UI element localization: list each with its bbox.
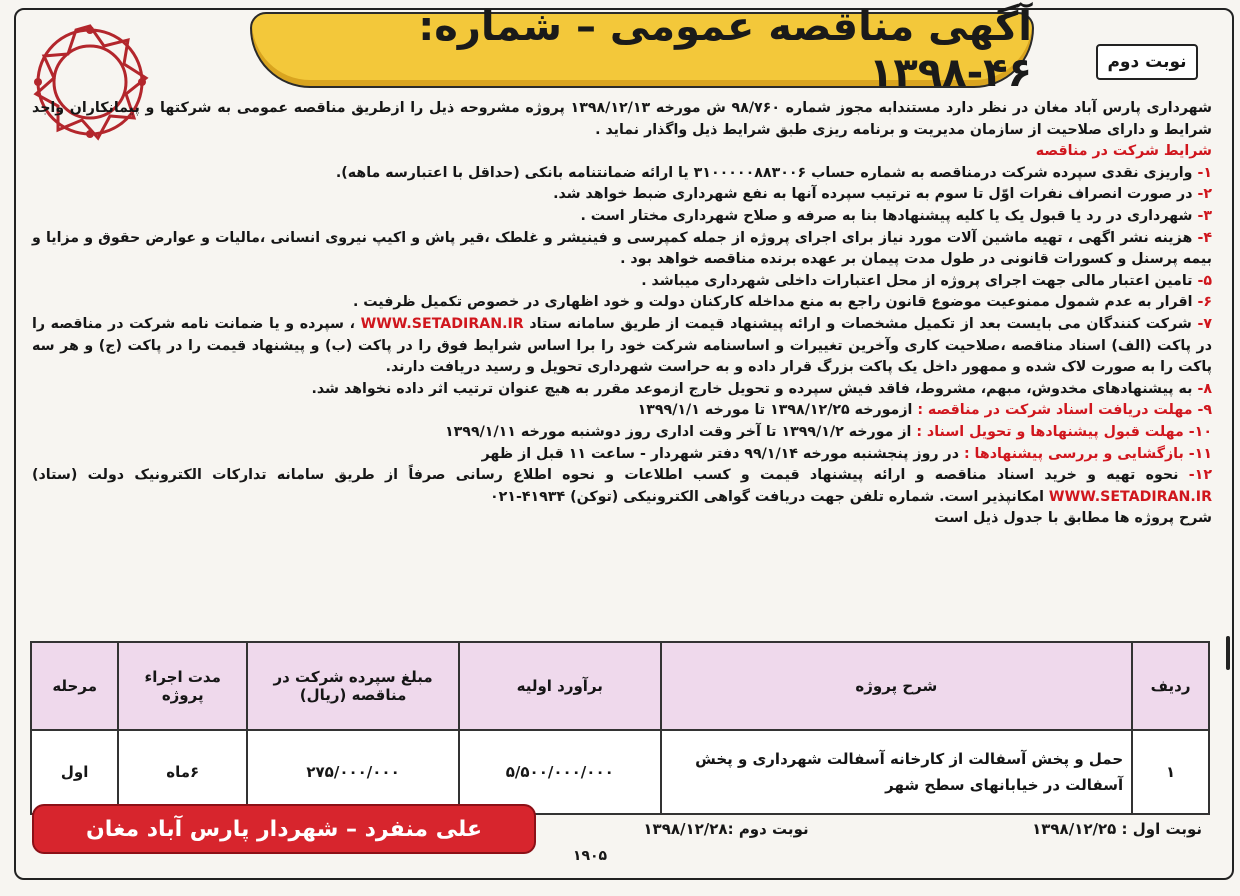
- header-description: شرح پروژه: [661, 642, 1133, 730]
- setadiran-link[interactable]: WWW.SETADIRAN.IR: [1048, 488, 1212, 505]
- condition-item: ۶- اقرار به عدم شمول ممنوعیت موضوع قانون راجع به منع مداخله کارکنان دولت و خود اظهاری در خصوص تکمیل ظرفیت .: [352, 294, 1212, 311]
- title-banner: [250, 4, 1034, 96]
- condition-item: ۱۲- نحوه تهیه و خرید اسناد مناقصه و ارائه پیشنهاد قیمت و کسب اطلاعات و نحوه اطلاع رسانی صرفاً از طریق سامانه تدارکات الکترونیک دولت (ستاد) WWW.SETADIRAN.IR امکانپذیر است. شماره تلفن جهت دریافت گواهی الکترونیکی (توکن) ۴۱۹۳۴-۰۲۱: [32, 467, 1212, 505]
- cell-deposit: ۲۷۵/۰۰۰/۰۰۰: [247, 730, 459, 814]
- notice-body: [32, 98, 1212, 530]
- condition-item: ۷- شرکت کنندگان می بایست بعد از تکمیل مشخصات و ارائه پیشنهاد قیمت از طریق سامانه ستاد WWW.SETADIRAN.IR ، سپرده و یا ضمانت نامه شرکت در مناقصه را در پاکت (الف) اسناد مناقصه ،صلاحیت کاری وآخرین تغییرات و اساسنامه شرکت خود را برا اساس شرایط فوق را در پاکت (ب) و پیشنهاد قیمت را در پاکت (ج) و هر سه پاکت را به صورت لاک شده و ممهور داخل یک پاکت بزرگ قرار داده و به حراست شهرداری تحویل و رسید دریافت دارند.: [32, 315, 1212, 376]
- condition-item: ۱۰- مهلت قبول پیشنهادها و تحویل اسناد : از مورخه ۱۳۹۹/۱/۲ تا آخر وقت اداری روز دوشنبه مورخه ۱۳۹۹/۱/۱۱: [444, 423, 1212, 440]
- header-stage: مرحله: [31, 642, 118, 730]
- first-publication-date: نوبت اول : ۱۳۹۸/۱۲/۲۵: [1032, 820, 1202, 838]
- condition-item: ۳- شهرداری در رد یا قبول یک یا کلیه پیشنهادها بنا به صرفه و صلاح شهرداری مختار است .: [580, 207, 1212, 224]
- condition-item: ۵- تامین اعتبار مالی جهت اجرای پروژه از محل اعتبارات داخلی شهرداری میباشد .: [641, 272, 1212, 289]
- header-deposit: مبلغ سپرده شرکت در مناقصه (ریال): [247, 642, 459, 730]
- header-row-number: ردیف: [1132, 642, 1209, 730]
- condition-item: ۲- در صورت انصراف نفرات اوّل تا سوم به ترتیب سپرده آنها به نفع شهرداری ضبط خواهد شد.: [553, 186, 1212, 203]
- condition-item: ۴- هزینه نشر اگهی ، تهیه ماشین آلات مورد نیاز برای اجرای پروژه از جمله کمپرسی و فینیشر و غلطک ،قیر پاش و اکیپ نیروی انسانی ،مالیات و عوارض حقوق و مزایا و بیمه پرسنل و کسورات قانونی در طول مدت پیمان بر عهده برنده مناقصه خواهد بود .: [32, 229, 1212, 268]
- table-row: [31, 730, 1209, 814]
- edge-mark: [1226, 636, 1230, 670]
- cell-duration: ۶ماه: [118, 730, 247, 814]
- project-table: [30, 641, 1210, 815]
- cell-description: حمل و پخش آسفالت از کارخانه آسفالت شهرداری و پخش آسفالت در خیابانهای سطح شهر: [661, 730, 1133, 814]
- mayor-signature: علی منفرد – شهردار پارس آباد مغان: [34, 806, 534, 852]
- intro-paragraph: شهرداری پارس آباد مغان در نظر دارد مستندابه مجوز شماره ۹۸/۷۶۰ ش مورخه ۱۳۹۸/۱۲/۱۳ پروژه مشروحه ذیل را ازطریق مناقصه عمومی به شرکتها و پیمانکاران واجد شرایط و دارای صلاحیت از سازمان مدیریت و برنامه ریزی طبق شرایط ذیل واگذار نماید .: [32, 100, 1212, 138]
- table-header-row: [31, 642, 1209, 730]
- condition-item: ۸- به پیشنهادهای مخدوش، مبهم، مشروط، فاقد فیش سپرده و تحویل خارج ازموعد مقرر به هیچ عنوان ترتیب اثر داده نخواهد شد.: [311, 380, 1212, 397]
- second-publication-date: نوبت دوم :۱۳۹۸/۱۲/۲۸: [643, 820, 809, 838]
- page-number: ۱۹۰۵: [572, 848, 608, 864]
- announcement-round-badge: نوبت دوم: [1096, 44, 1198, 80]
- cell-estimate: ۵/۵۰۰/۰۰۰/۰۰۰: [459, 730, 661, 814]
- cell-stage: اول: [31, 730, 118, 814]
- setadiran-link[interactable]: WWW.SETADIRAN.IR: [360, 315, 524, 332]
- header-estimate: برآورد اولیه: [459, 642, 661, 730]
- header-duration: مدت اجراء پروژه: [118, 642, 247, 730]
- conditions-heading: شرایط شرکت در مناقصه: [1035, 143, 1212, 160]
- cell-row-number: ۱: [1132, 730, 1209, 814]
- table-intro: شرح پروژه ها مطابق با جدول ذیل است: [934, 510, 1212, 527]
- condition-item: ۱۱- بازگشایی و بررسی پیشنهادها : در روز پنجشنبه مورخه ۹۹/۱/۱۴ دفتر شهردار - ساعت ۱۱ قبل از ظهر: [481, 445, 1212, 462]
- condition-item: ۹- مهلت دریافت اسناد شرکت در مناقصه : ازمورخه ۱۳۹۸/۱۲/۲۵ تا مورخه ۱۳۹۹/۱/۱: [637, 402, 1212, 419]
- notice-title: آگهی مناقصه عمومی – شماره: ۴۶-۱۳۹۸: [418, 4, 1032, 96]
- condition-item: ۱- واریزی نقدی سپرده شرکت درمناقصه به شماره حساب ۳۱۰۰۰۰۰۸۸۳۰۰۶ یا ارائه ضمانتنامه بانکی (حداقل با اعتبارسه ماهه).: [335, 164, 1212, 181]
